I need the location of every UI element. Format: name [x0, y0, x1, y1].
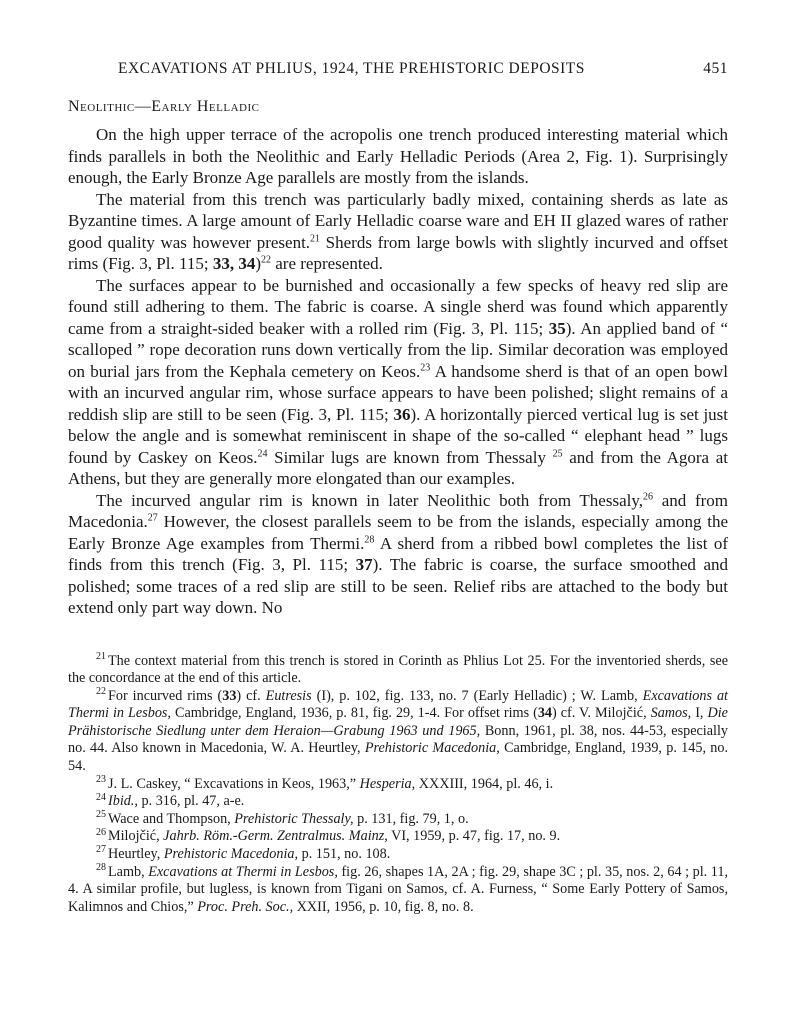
italic-title: Eutresis: [265, 687, 312, 704]
text-run: p. 151, no. 108.: [298, 846, 391, 863]
text-run: I,: [691, 705, 708, 722]
text-run: VI, 1959, p. 47, fig. 17, no. 9.: [387, 828, 561, 845]
plate-number: 37: [355, 555, 373, 574]
text-run: The incurved angular rim is known in later Neolithic both from Thessaly,: [96, 490, 644, 510]
italic-title: Proc. Preh. Soc.,: [197, 898, 294, 915]
text-run: Sherds from large bowls with slightly incurved and offset rims (Fig. 3, Pl. 115;: [68, 232, 728, 273]
paragraph: [68, 490, 728, 619]
footnote-ref: 27: [147, 512, 158, 524]
italic-title: Excavations at Thermi in Lesbos,: [148, 863, 338, 880]
italic-title: Excavations at Thermi in Lesbos,: [68, 687, 729, 722]
text-run: ): [255, 254, 262, 273]
paragraph: [68, 124, 728, 189]
footnote-ref: 24: [257, 447, 268, 459]
text-run: Lamb,: [108, 863, 149, 880]
text-run: A sherd from a ribbed bowl completes the list of finds from this trench (Fig. 3, Pl. 115;: [68, 533, 728, 574]
text-run: Cambridge, England, 1936, p. 81, fig. 29, 1-4. For offset rims (: [170, 705, 538, 722]
italic-title: Prehistoric Macedonia,: [364, 740, 500, 757]
footnote-number: 28: [96, 861, 106, 873]
running-head: [68, 58, 728, 86]
footnote-number: 23: [96, 773, 106, 785]
footnote-ref: 22: [261, 254, 272, 266]
text-run: p. 316, pl. 47, a-e.: [137, 793, 245, 810]
paragraph: [68, 189, 728, 275]
text-run: and from Macedonia.: [68, 490, 729, 531]
text-run: and from the Agora at Athens, but they are generally more elongated than our examples.: [68, 447, 728, 488]
plate-number: 34: [537, 705, 553, 722]
footnote: [68, 828, 728, 846]
footnote-ref: 26: [643, 490, 654, 502]
plate-number: 36: [393, 404, 411, 424]
footnotes: [68, 650, 729, 917]
italic-title: Prehistoric Macedonia,: [163, 846, 299, 863]
footnote-ref: 21: [310, 232, 321, 244]
footnote-ref: 28: [364, 533, 375, 545]
footnote: [68, 650, 728, 688]
text-run: ) cf. V. Milojčić,: [552, 705, 651, 722]
footnote-number: 26: [96, 826, 106, 838]
body-text: [68, 124, 728, 619]
footnote: [68, 793, 728, 811]
text-run: XXXIII, 1964, pl. 46, i.: [415, 775, 554, 792]
text-run: Bonn, 1961, pl. 38, nos. 44-53, especially no. 44. Also known in Macedonia, W. A. Heurtley,: [68, 722, 728, 757]
footnote: [68, 773, 728, 794]
page: [68, 58, 728, 916]
italic-title: Ibid.,: [108, 793, 138, 810]
italic-title: Samos,: [650, 705, 692, 722]
italic-title: Hesperia,: [359, 775, 416, 792]
text-run: On the high upper terrace of the acropolis one trench produced interesting material which finds parallels in both the Neolithic and Early Helladic Periods (Area 2, Fig. 1). Surprisingly enough, the Early Bronze Age parallels are mostly from the islands.: [68, 125, 728, 187]
text-run: p. 131, fig. 79, 1, o.: [353, 810, 469, 827]
plate-number: 33: [222, 687, 237, 704]
text-run: XXII, 1956, p. 10, fig. 8, no. 8.: [293, 898, 474, 915]
text-run: ) cf.: [236, 687, 266, 704]
text-run: The material from this trench was particularly badly mixed, containing sherds as late as Byzantine times. A large amount of Early Helladic coarse ware and EH II glazed wares of rather good quality was however present.: [68, 189, 728, 252]
text-run: The surfaces appear to be burnished and occasionally a few specks of heavy red slip are found still adhering to them. The fabric is coarse. A single sherd was found which apparently came from a straight-sided beaker with a rolled rim (Fig. 3, Pl. 115;: [68, 275, 728, 338]
text-run: fig. 26, shapes 1A, 2A ; fig. 29, shape 3C ; pl. 35, nos. 2, 64 ; pl. 11, 4. A similar profile, but lugless, is known from Tigani on Samos, cf. A. Furness, “ Some Early Pottery of Samos, Kalimnos and Chios,”: [68, 863, 728, 915]
text-run: The context material from this trench is stored in Corinth as Phlius Lot 25. For the inventoried sherds, see the concordance at the end of this article.: [68, 652, 728, 687]
text-run: Similar lugs are known from Thessaly: [267, 447, 553, 467]
italic-title: Die Prähistorische Siedlung unter dem Heraion—Grabung 1963 und 1965,: [68, 705, 728, 739]
footnote-number: 22: [96, 685, 106, 697]
text-run: ). The fabric is coarse, the surface smoothed and polished; some traces of a red slip are still to be seen. Relief ribs are attached to the body but extend only part way down. No: [68, 555, 728, 617]
footnote: [68, 861, 728, 917]
text-run: For incurved rims (: [108, 687, 223, 704]
section-heading: Neolithic—Early Helladic: [68, 98, 260, 115]
paragraph: [68, 275, 728, 490]
text-run: (I), p. 102, fig. 133, no. 7 (Early Helladic) ; W. Lamb,: [311, 687, 643, 704]
footnote-number: 21: [96, 650, 106, 662]
plate-number: 33, 34: [212, 254, 256, 273]
text-run: ). A horizontally pierced vertical lug is set just below the angle and is somewhat reminiscent in shape of the so-called “ elephant head ” lugs found by Caskey on Keos.: [68, 404, 729, 467]
footnote-number: 25: [96, 809, 106, 821]
text-run: are represented.: [271, 254, 383, 273]
plate-number: 35: [548, 318, 566, 338]
italic-title: Jahrb. Röm.-Germ. Zentralmus. Mainz,: [163, 828, 388, 845]
text-run: ). An applied band of “ scalloped ” rope decoration runs down vertically from the lip. Similar decoration was employed on burial jars from the Kephala cemetery on Keos.: [68, 318, 728, 381]
footnote: [68, 685, 729, 776]
footnote: [68, 846, 728, 864]
italic-title: Prehistoric Thessaly,: [234, 810, 354, 827]
footnote-ref: 25: [552, 447, 563, 459]
footnote-ref: 23: [420, 361, 431, 373]
text-run: Cambridge, England, 1939, p. 145, no. 54.: [68, 740, 728, 775]
text-run: A handsome sherd is that of an open bowl with an incurved angular rim, whose surface appears to have been polished; slight remains of a reddish slip are still to be seen (Fig. 3, Pl. 115;: [68, 361, 728, 424]
footnote-number: 27: [96, 844, 106, 856]
running-head-title: EXCAVATIONS AT PHLIUS, 1924, THE PREHISTORIC DEPOSITS: [118, 60, 585, 77]
text-run: Milojčić,: [108, 828, 164, 845]
text-run: J. L. Caskey, “ Excavations in Keos, 1963,”: [108, 775, 360, 792]
footnote-number: 24: [96, 791, 106, 803]
page-number: 451: [703, 60, 728, 77]
text-run: However, the closest parallels seem to be from the islands, especially among the Early Bronze Age examples from Thermi.: [68, 512, 728, 553]
footnote: [68, 811, 728, 829]
text-run: Heurtley,: [108, 846, 164, 863]
text-run: Wace and Thompson,: [108, 810, 235, 827]
